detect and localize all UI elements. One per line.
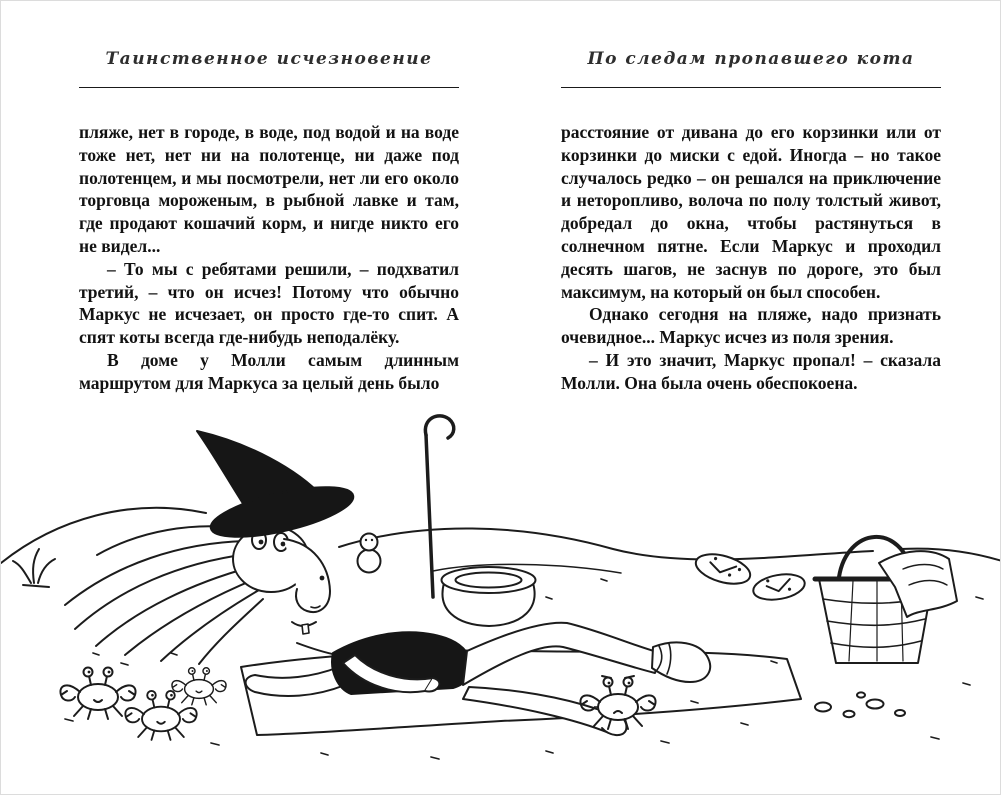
running-head-right: По следам пропавшего кота bbox=[587, 49, 915, 69]
running-head-left: Таинственное исчезновение bbox=[105, 49, 433, 69]
header-rule-left bbox=[79, 87, 459, 88]
witch-mouth bbox=[292, 622, 316, 634]
beach-illustration bbox=[1, 401, 1001, 795]
paragraph: – То мы с ребятами решили, – подхватил третий, – что он исчез! Потому что обычно Маркус не исчезает, он просто где-то спит. А спят коты всегда где-нибудь неподалёку. bbox=[79, 258, 459, 348]
crab bbox=[60, 668, 135, 720]
picnic-basket bbox=[815, 537, 957, 663]
witch-hair bbox=[65, 526, 263, 664]
crab bbox=[172, 668, 226, 705]
sand-dune-lines bbox=[1, 508, 1001, 573]
header-rule-right bbox=[561, 87, 941, 88]
paragraph: пляже, нет в городе, в воде, под водой и на воде тоже нет, нет ни на полотенце, ни даже под полотенцем, и мы посмотрели, нет ли его около торговца мороженым, в рыбной лавке и там, где продают кошачий корм, и нигде никто его не видел... bbox=[79, 122, 459, 256]
cauldron-pot bbox=[442, 567, 536, 626]
paragraph: Однако сегодня на пляже, надо признать очевидное... Маркус исчез из поля зрения. bbox=[561, 304, 941, 348]
witch-neck bbox=[297, 643, 337, 655]
witch-hat bbox=[197, 431, 357, 547]
grass-tuft-icon bbox=[13, 549, 55, 587]
paragraph: В доме у Молли самым длинным маршрутом для Маркуса за целый день было bbox=[79, 349, 459, 393]
paragraph: – И это значит, Маркус пропал! – сказала Молли. Она была очень обеспокоена. bbox=[561, 349, 941, 393]
right-text-column bbox=[561, 121, 941, 395]
paragraph: расстояние от дивана до его корзинки или от корзинки до миски с едой. Иногда – но такое случалось редко – он решался на приключение и неторопливо, волоча по полу толстый живот, добредал до окна, чтобы растянуться в солнечном пятне. Если Маркус и проходил десять шагов, не заснув по дороге, это был максимум, на который он был способен. bbox=[561, 122, 941, 302]
pebbles bbox=[815, 692, 905, 717]
sand-snowman bbox=[358, 534, 381, 573]
left-text-column bbox=[79, 121, 459, 395]
